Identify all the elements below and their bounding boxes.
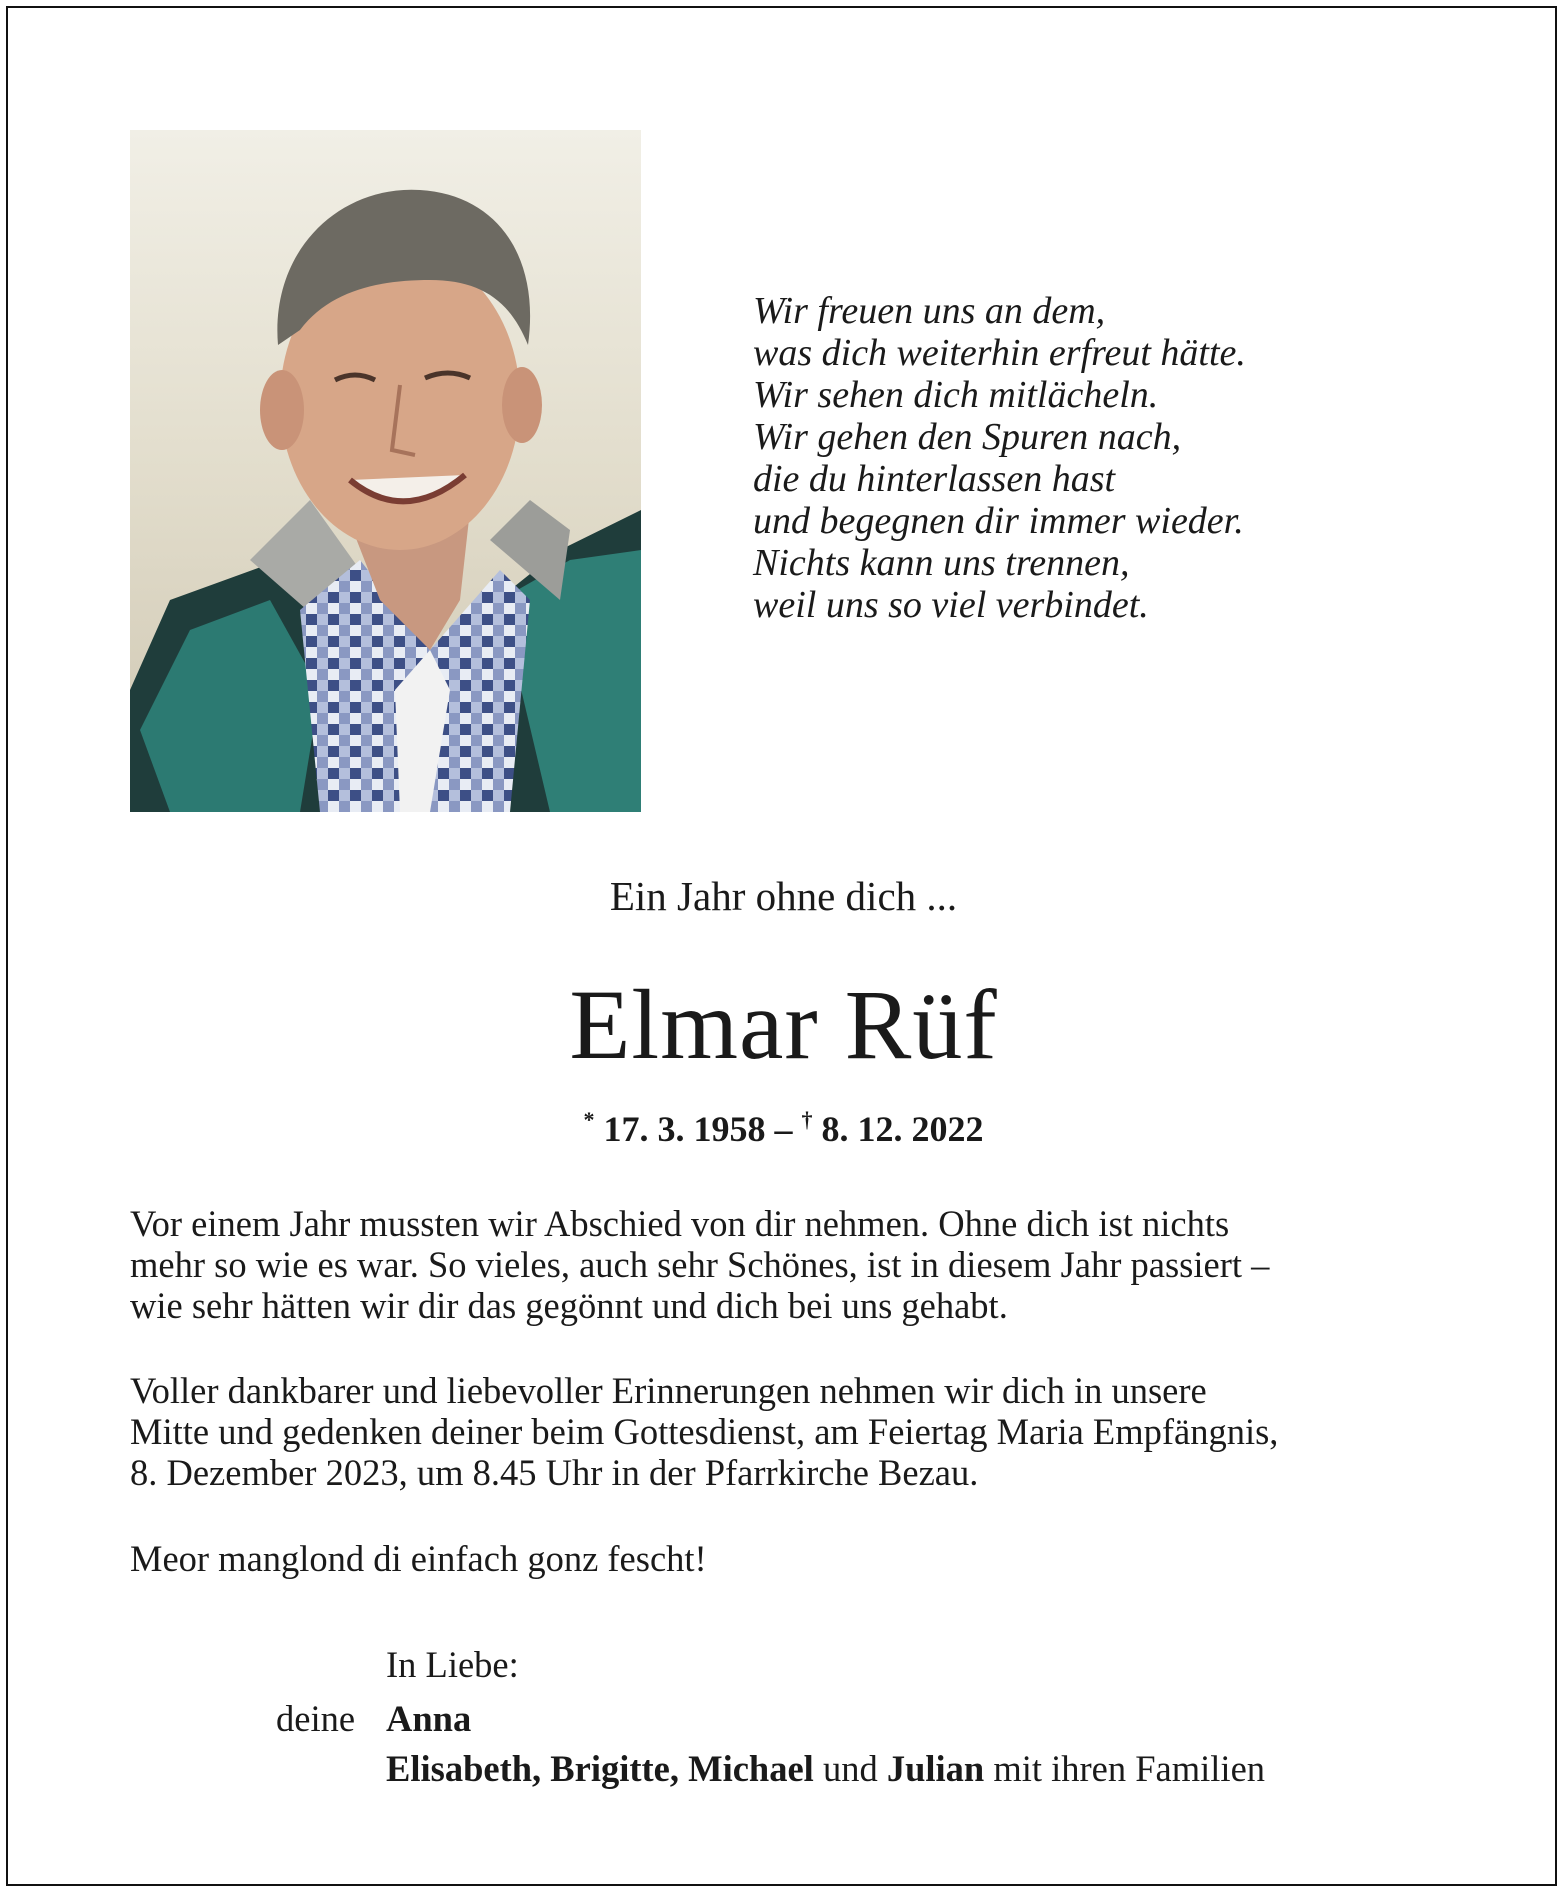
poem-line: Wir gehen den Spuren nach, xyxy=(753,416,1182,458)
name-elisabeth: Elisabeth, xyxy=(386,1748,542,1789)
poem-line: was dich weiterhin erfreut hätte. xyxy=(753,332,1246,374)
poem-line: Nichts kann uns trennen, xyxy=(753,542,1130,584)
paragraph-line: Vor einem Jahr mussten wir Abschied von dir nehmen. Ohne dich ist nichts xyxy=(130,1203,1230,1244)
paragraph-line: mehr so wie es war. So vieles, auch sehr Schönes, ist in diesem Jahr passiert – xyxy=(130,1244,1270,1285)
paragraph-farewell xyxy=(130,1203,1430,1326)
paragraph-dialect xyxy=(130,1538,1430,1579)
poem-line: weil uns so viel verbindet. xyxy=(753,584,1149,626)
poem-line: die du hinterlassen hast xyxy=(753,458,1116,500)
birth-date: 17. 3. 1958 xyxy=(603,1109,766,1149)
name-michael: Michael xyxy=(688,1748,814,1789)
date-dash: – xyxy=(774,1109,793,1149)
closing-deine: deine xyxy=(276,1698,356,1739)
subtitle: Ein Jahr ohne dich ... xyxy=(609,873,958,919)
poem-line: Wir freuen uns an dem, xyxy=(753,290,1106,332)
name-julian: Julian xyxy=(886,1748,985,1789)
paragraph-line: wie sehr hätten wir dir das gegönnt und dich bei uns gehabt. xyxy=(130,1285,1008,1326)
poem xyxy=(753,290,1473,626)
family-suffix: mit ihren Familien xyxy=(993,1748,1266,1789)
paragraph-service xyxy=(130,1370,1430,1493)
closing-in-liebe: In Liebe: xyxy=(386,1644,519,1685)
poem-line: Wir sehen dich mitlächeln. xyxy=(753,374,1159,416)
paragraph-line: 8. Dezember 2023, um 8.45 Uhr in der Pfarrkirche Bezau. xyxy=(130,1452,979,1493)
conjunction-und: und xyxy=(822,1748,878,1789)
portrait-photo xyxy=(130,130,641,812)
deceased-name: Elmar Rüf xyxy=(569,969,998,1080)
closing-family-line xyxy=(386,1747,1265,1791)
closing-name-anna: Anna xyxy=(386,1698,472,1739)
death-symbol: † xyxy=(801,1107,813,1132)
paragraph-line: Meor manglond di einfach gonz fescht! xyxy=(130,1538,707,1579)
birth-symbol: * xyxy=(583,1107,595,1132)
death-date: 8. 12. 2022 xyxy=(821,1109,984,1149)
paragraph-line: Voller dankbarer und liebevoller Erinnerungen nehmen wir dich in unsere xyxy=(130,1370,1207,1411)
name-brigitte: Brigitte, xyxy=(550,1748,680,1789)
paragraph-line: Mitte und gedenken deiner beim Gottesdienst, am Feiertag Maria Empfängnis, xyxy=(130,1411,1279,1452)
life-dates xyxy=(0,1098,1567,1151)
poem-line: und begegnen dir immer wieder. xyxy=(753,500,1244,542)
